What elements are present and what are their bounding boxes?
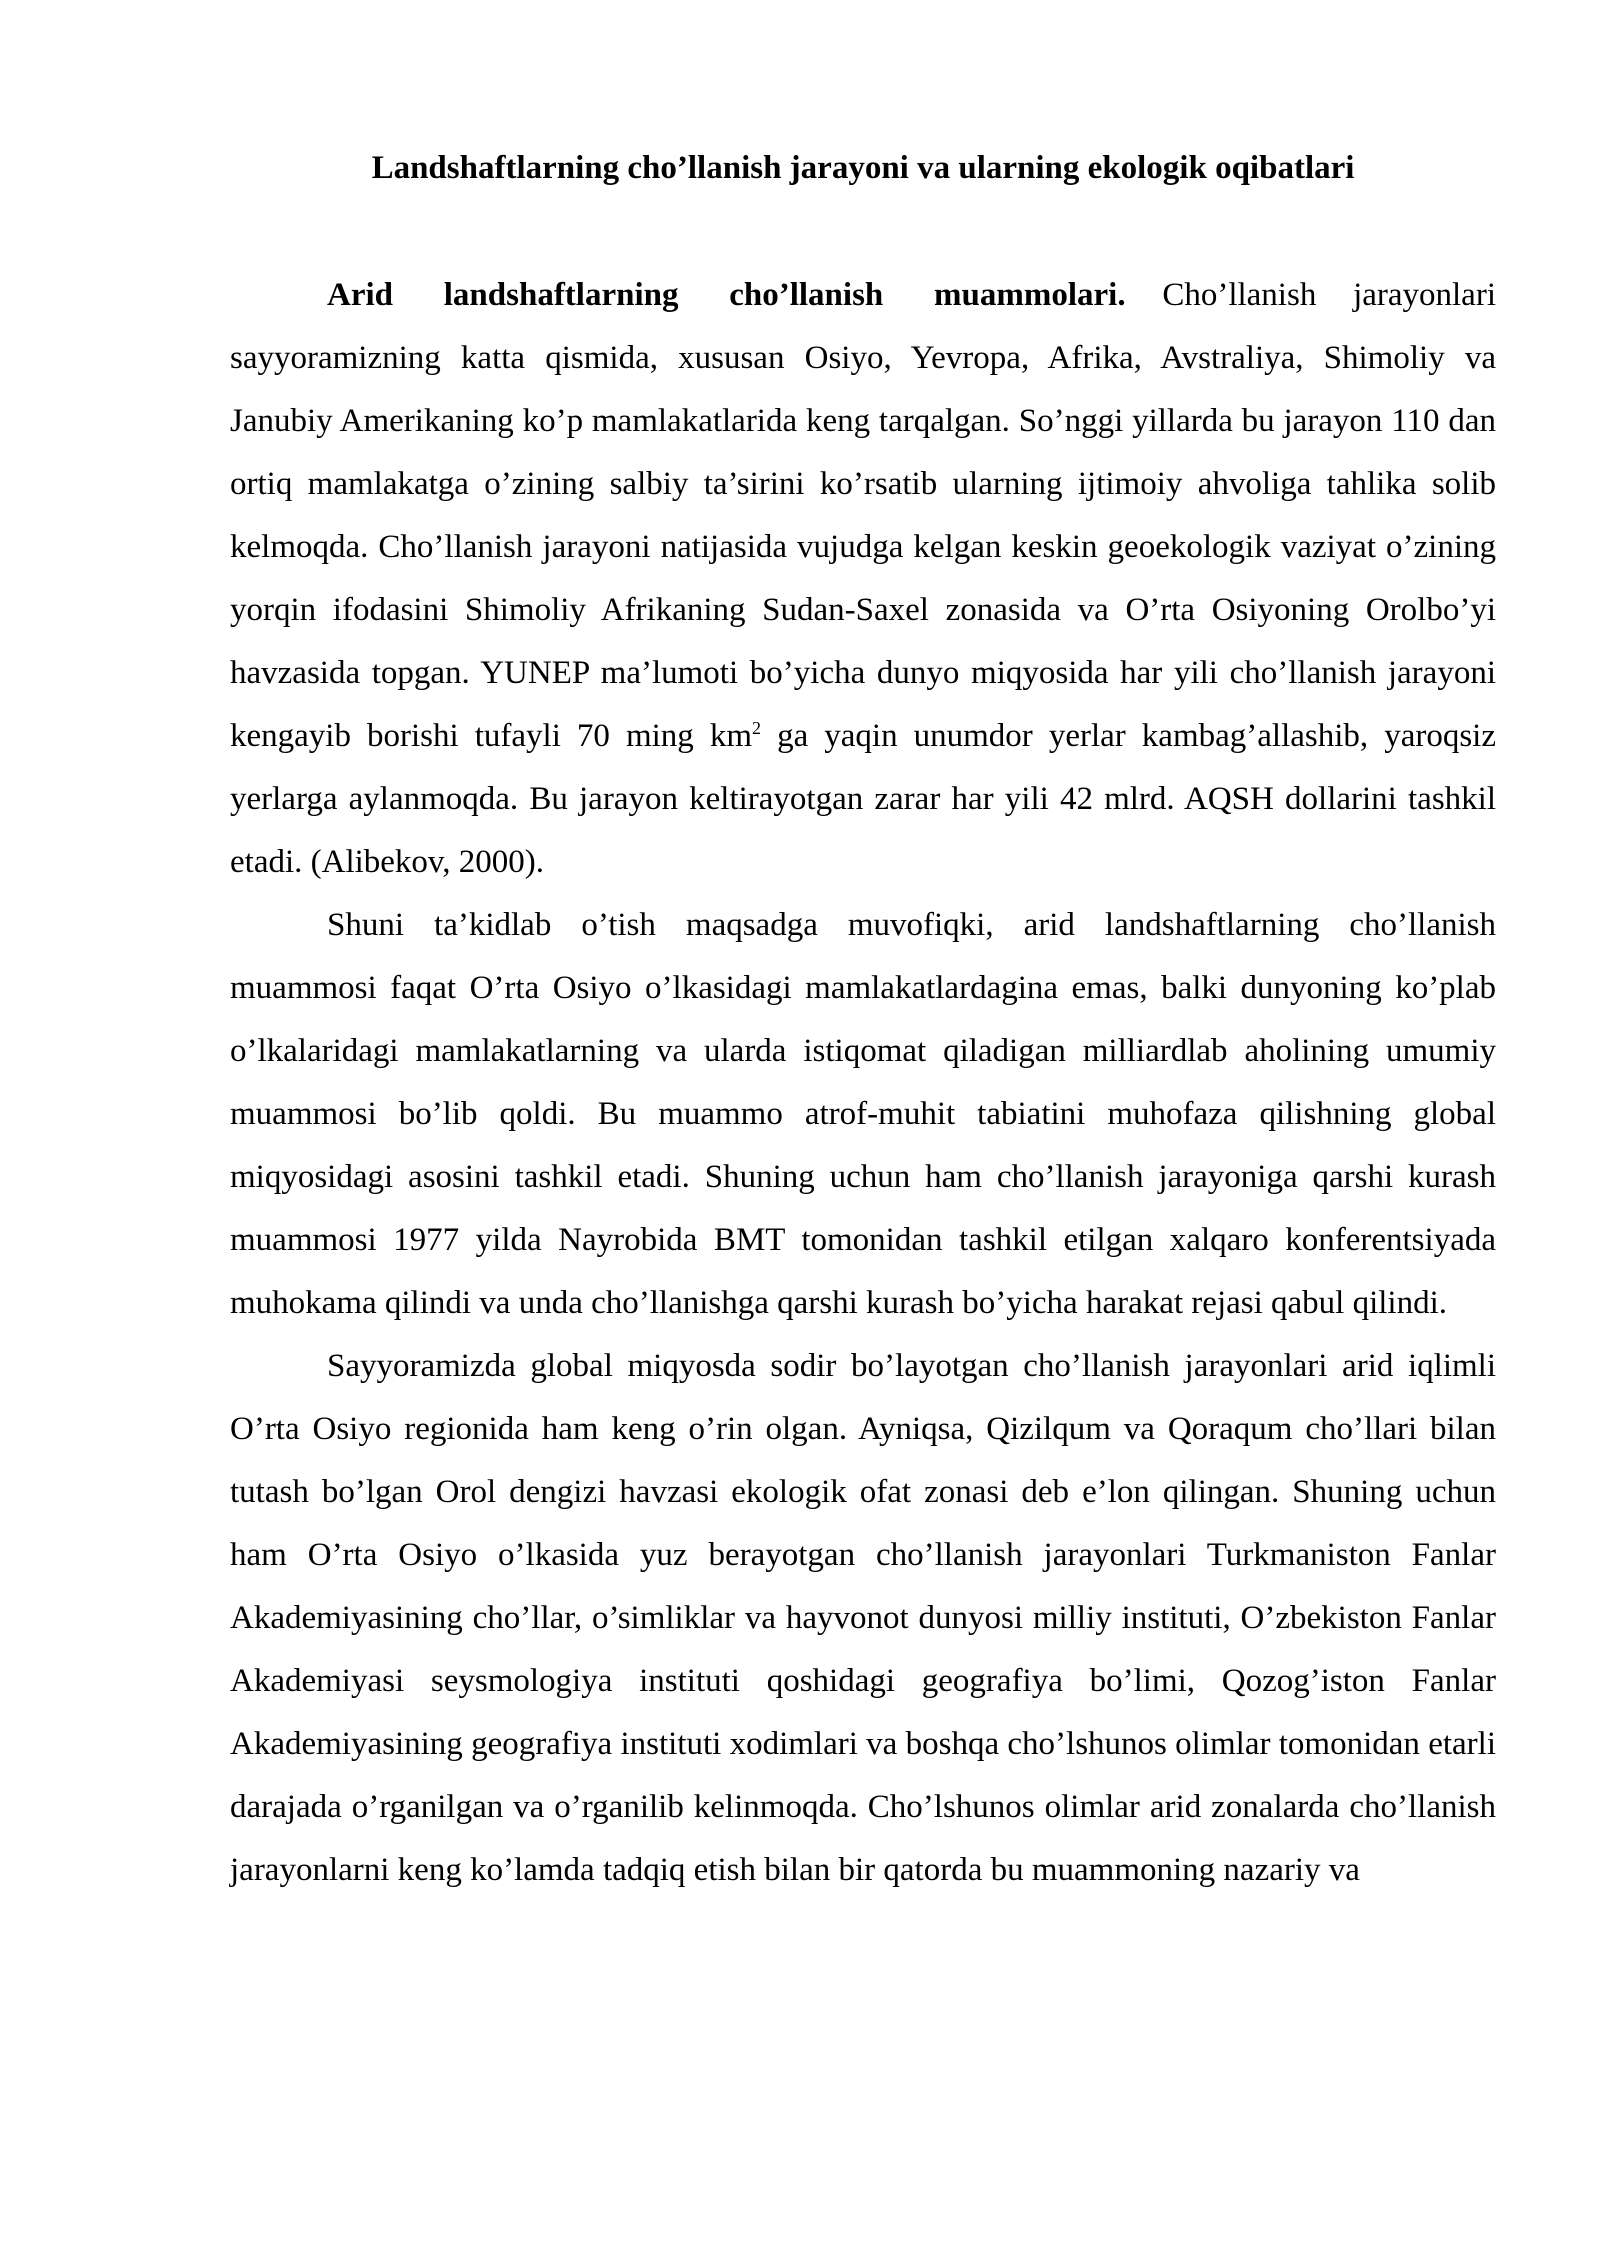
superscript-2: 2 [752,718,762,738]
paragraph-1-text-b: ga yaqin unumdor yerlar kambag’allashib, yaroqsiz yerlarga aylanmoqda. Bu jarayon keltirayotgan zarar har yili 42 mlrd. AQSH dollarini tashkil etadi. (Alibekov, 2000). [230,718,1496,880]
paragraph-2: Shuni ta’kidlab o’tish maqsadga muvofiqki, arid landshaftlarning cho’llanish muammosi faqat O’rta Osiyo o’lkasidagi mamlakatlardagina emas, balki dunyoning ko’plab o’lkalaridagi mamlakatlarning va ularda istiqomat qiladigan milliardlab aholining umumiy muammosi bo’lib qoldi. Bu muammo atrof-muhit tabiatini muhofaza qilishning global miqyosidagi asosini tashkil etadi. Shuning uchun ham cho’llanish jarayoniga qarshi kurash muammosi 1977 yilda Nayrobida BMT tomonidan tashkil etilgan xalqaro konferentsiyada muhokama qilindi va unda cho’llanishga qarshi kurash bo’yicha harakat rejasi qabul qilindi. [230,907,1496,1321]
document-body [230,148,1496,1902]
document-title: Landshaftlarning cho’llanish jarayoni va ularning ekologik oqibatlari [371,150,1355,186]
paragraph-1-text-a: Cho’llanish jarayonlari sayyoramizning katta qismida, xususan Osiyo, Yevropa, Afrika, Avstraliya, Shimoliy va Janubiy Amerikaning ko’p mamlakatlarida keng tarqalgan. So’nggi yillarda bu jarayon 110 dan ortiq mamlakatga o’zining salbiy ta’sirini ko’rsatib ularning ijtimoiy ahvoliga tahlika solib kelmoqda. Cho’llanish jarayoni natijasida vujudga kelgan keskin geoekologik vaziyat o’zining yorqin ifodasini Shimoliy Afrikaning Sudan-Saxel zonasida va O’rta Osiyoning Orolbo’yi havzasida topgan. YUNEP ma’lumoti bo’yicha dunyo miqyosida har yili cho’llanish jarayoni kengayib borishi tufayli 70 ming km [230,277,1496,754]
paragraph-3: Sayyoramizda global miqyosda sodir bo’layotgan cho’llanish jarayonlari arid iqlimli O’rta Osiyo regionida ham keng o’rin olgan. Ayniqsa, Qizilqum va Qoraqum cho’llari bilan tutash bo’lgan Orol dengizi havzasi ekologik ofat zonasi deb e’lon qilingan. Shuning uchun ham O’rta Osiyo o’lkasida yuz berayotgan cho’llanish jarayonlari Turkmaniston Fanlar Akademiyasining cho’llar, o’simliklar va hayvonot dunyosi milliy instituti, O’zbekiston Fanlar Akademiyasi seysmologiya instituti qoshidagi geografiya bo’limi, Qozog’iston Fanlar Akademiyasining geografiya instituti xodimlari va boshqa cho’lshunos olimlar tomonidan etarli darajada o’rganilgan va o’rganilib kelinmoqda. Cho’lshunos olimlar arid zonalarda cho’llanish jarayonlarni keng ko’lamda tadqiq etish bilan bir qatorda bu muammoning nazariy va [230,1348,1496,1888]
paragraph-1 [230,264,1496,894]
section-heading: Arid landshaftlarning cho’llanish muammolari. [327,277,1126,313]
